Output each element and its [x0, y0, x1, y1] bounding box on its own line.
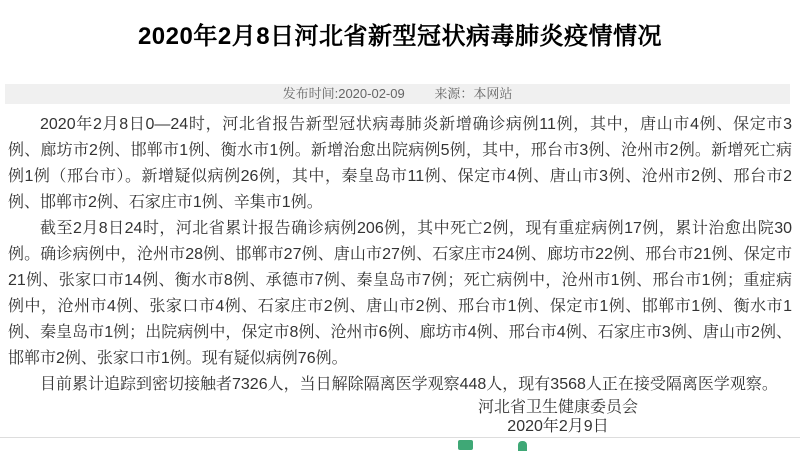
- paragraph-cumulative-cases: 截至2月8日24时，河北省累计报告确诊病例206例，其中死亡2例，现有重症病例17例，累计治愈出院30例。确诊病例中，沧州市28例、邯郸市27例、唐山市27例、石家庄市24例、廊坊市22例、邢台市21例、保定市21例、张家口市14例、衡水市8例、承德市7例、秦皇岛市7例；死亡病例中，沧州市1例、邢台市1例；重症病例中，沧州市4例、张家口市4例、石家庄市2例、唐山市2例、邢台市1例、保定市1例、邯郸市1例、衡水市1例、秦皇岛市1例；出院病例中，保定市8例、沧州市6例、廊坊市4例、邢台市4例、石家庄市3例、唐山市2例、邯郸市2例、张家口市1例。现有疑似病例76例。: [8, 220, 792, 367]
- article-body: [8, 112, 792, 398]
- meta-bar: [5, 84, 790, 104]
- clipped-green-fragment: [458, 440, 473, 450]
- clipped-green-fragment: [518, 441, 527, 451]
- paragraph-contact-tracing: 目前累计追踪到密切接触者7326人，当日解除隔离医学观察448人，现有3568人正在接受隔离医学观察。: [40, 376, 778, 393]
- publish-time-label: 发布时间:2020-02-09: [282, 86, 405, 101]
- paragraph-new-cases: 2020年2月8日0—24时，河北省报告新型冠状病毒肺炎新增确诊病例11例，其中，唐山市4例、保定市3例、廊坊市2例、邯郸市1例、衡水市1例。新增治愈出院病例5例，其中，邢台市3例、沧州市2例。新增死亡病例1例（邢台市）。新增疑似病例26例，其中，秦皇岛市11例、保定市4例、唐山市3例、沧州市2例、邢台市2例、邯郸市2例、石家庄市1例、辛集市1例。: [8, 116, 792, 211]
- signature-authority: 河北省卫生健康委员会: [477, 399, 638, 416]
- article-title: 2020年2月8日河北省新型冠状病毒肺炎疫情情况: [137, 23, 663, 50]
- signature-block: [398, 398, 718, 436]
- source-label: 来源：本网站: [434, 86, 513, 101]
- signature-date: 2020年2月9日: [507, 418, 609, 435]
